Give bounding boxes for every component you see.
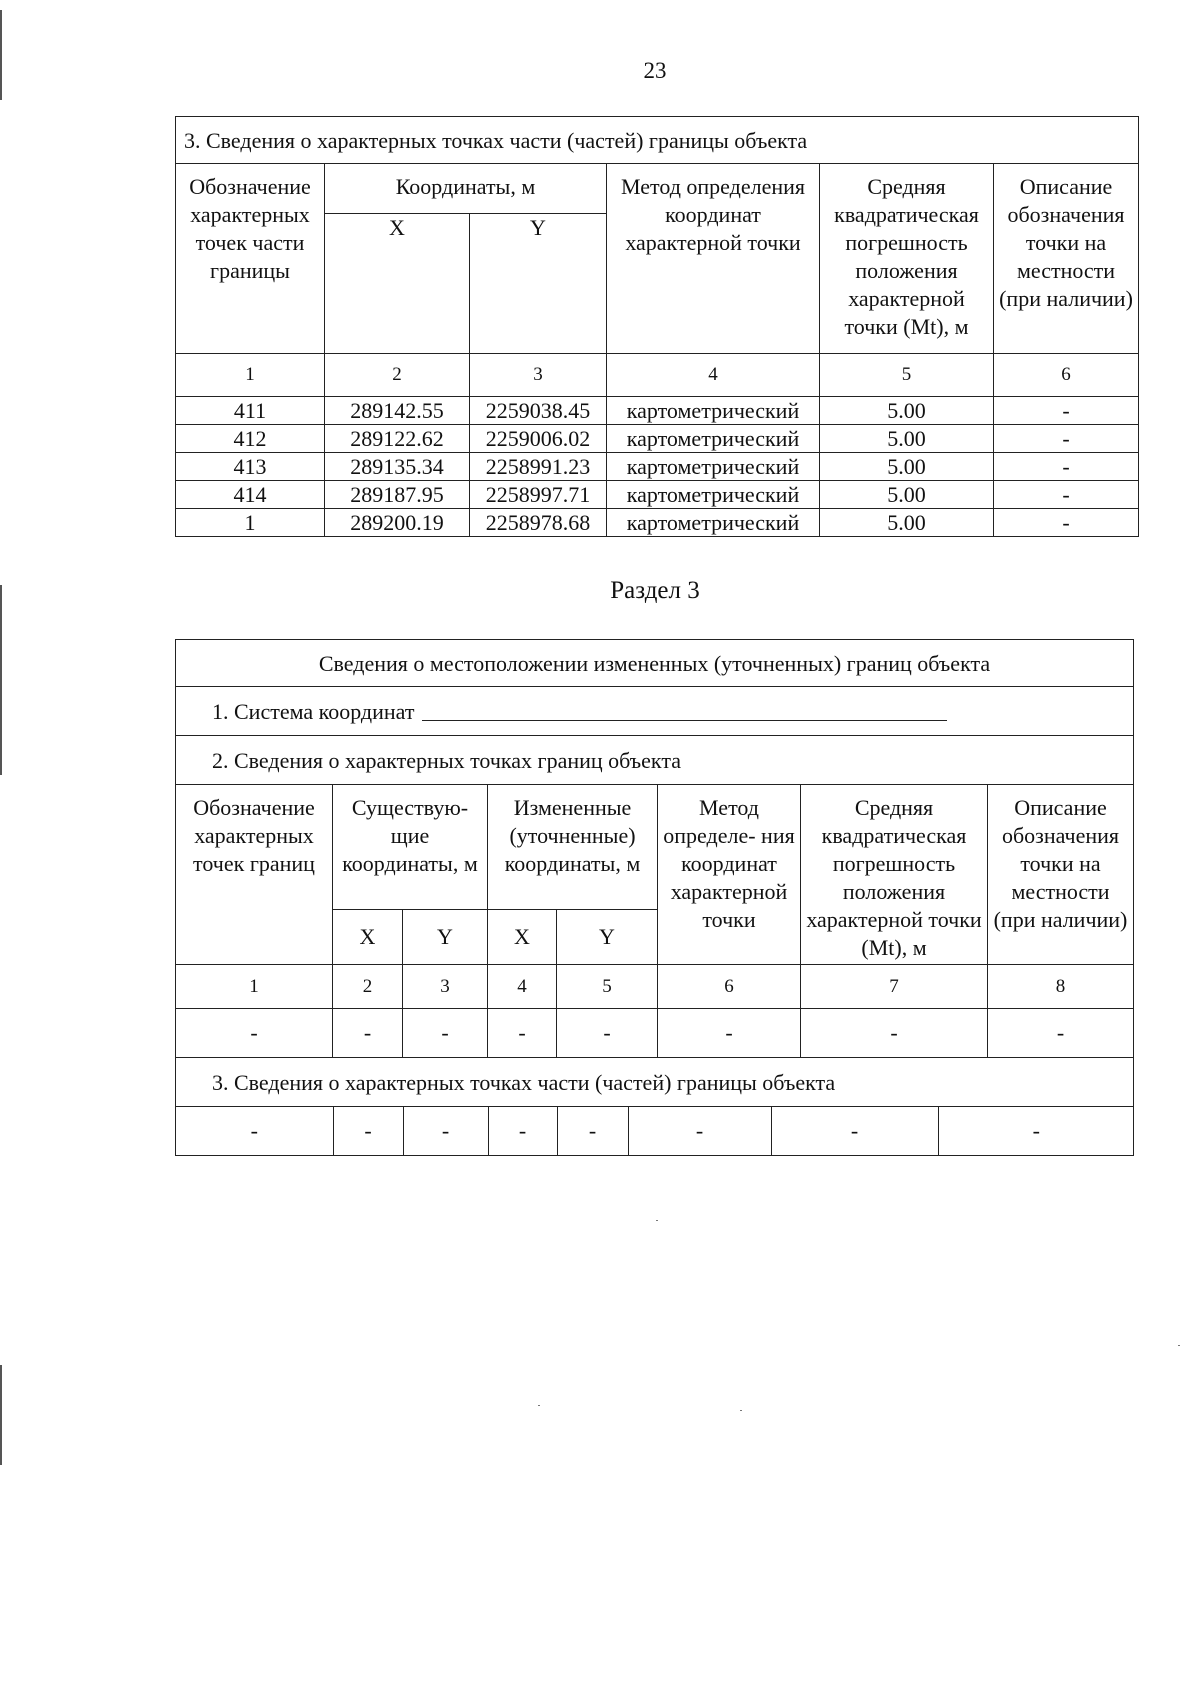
description: - [994,453,1139,481]
column-number: 3 [470,354,607,397]
description: - [994,425,1139,453]
column-number: 4 [488,965,557,1009]
coord-y: 2258991.23 [470,453,607,481]
empty-value: - [988,1009,1134,1058]
point-id: 1 [176,509,325,537]
empty-value: - [557,1107,628,1155]
column-number: 8 [988,965,1134,1009]
method: картометрический [607,397,820,425]
coord-x: 289142.55 [325,397,470,425]
empty-value: - [658,1009,801,1058]
table-row [176,453,1139,481]
empty-value: - [771,1107,938,1155]
coord-y: 2258978.68 [470,509,607,537]
parts-table [176,1107,1134,1155]
empty-value: - [628,1107,771,1155]
header-designation: Обозначение характерных точек части границы [176,164,325,354]
changed-boundaries-table [175,639,1134,1156]
description: - [994,397,1139,425]
column-number: 1 [176,965,333,1009]
point-id: 412 [176,425,325,453]
column-number: 4 [607,354,820,397]
method: картометрический [607,453,820,481]
page-number: 23 [643,58,667,83]
empty-value: - [333,1009,403,1058]
header-description: Описание обозначения точки на местности (при наличии) [988,785,1134,965]
header-accuracy: Средняя квадратическая погрешность положения характерной точки (Mt), м [801,785,988,965]
empty-value: - [403,1009,488,1058]
coord-x: 289187.95 [325,481,470,509]
empty-value: - [403,1107,488,1155]
empty-value: - [176,1107,333,1155]
table-row [176,397,1139,425]
section-title: Раздел 3 [610,577,700,604]
accuracy-mt: 5.00 [820,425,994,453]
header-method: Метод определе- ния координат характерной точки [658,785,801,965]
method: картометрический [607,481,820,509]
header-accuracy: Средняя квадратическая погрешность положения характерной точки (Mt), м [820,164,994,354]
column-number: 6 [994,354,1139,397]
table-row [176,509,1139,537]
scan-speck [656,1220,658,1221]
method: картометрический [607,425,820,453]
coord-y: 2259006.02 [470,425,607,453]
coord-x: 289122.62 [325,425,470,453]
scan-speck [538,1405,540,1406]
header-existing-coordinates: Существую- щие координаты, м [333,785,488,910]
scan-edge-line [0,1365,2,1465]
empty-value: - [938,1107,1134,1155]
accuracy-mt: 5.00 [820,453,994,481]
empty-value: - [176,1009,333,1058]
header-changed-x: X [488,910,557,965]
method: картометрический [607,509,820,537]
column-number: 1 [176,354,325,397]
scan-speck [740,1410,742,1411]
table-title: 3. Сведения о характерных точках части (частей) границы объекта [176,117,1139,164]
table-row [176,1009,1134,1058]
description: - [994,509,1139,537]
column-number: 3 [403,965,488,1009]
empty-value: - [488,1009,557,1058]
scan-speck [1178,1345,1180,1346]
point-id: 411 [176,397,325,425]
table-row [176,425,1139,453]
column-number: 6 [658,965,801,1009]
table-row [176,1107,1134,1155]
header-designation: Обозначение характерных точек границ [176,785,333,965]
coordinate-system-blank [422,700,947,721]
coordinate-system-label: 1. Система координат [212,699,415,724]
header-method: Метод определения координат характерной точки [607,164,820,354]
accuracy-mt: 5.00 [820,481,994,509]
table-caption: Сведения о местоположении измененных (уточненных) границ объекта [176,640,1134,687]
empty-value: - [801,1009,988,1058]
accuracy-mt: 5.00 [820,397,994,425]
scan-edge-line [0,10,2,100]
coordinate-system-row [176,687,1134,736]
coord-y: 2259038.45 [470,397,607,425]
part-boundary-points-table [175,116,1139,537]
header-existing-x: X [333,910,403,965]
coord-y: 2258997.71 [470,481,607,509]
header-existing-y: Y [403,910,488,965]
empty-value: - [333,1107,403,1155]
header-changed-y: Y [557,910,658,965]
point-id: 413 [176,453,325,481]
description: - [994,481,1139,509]
point-id: 414 [176,481,325,509]
coord-x: 289135.34 [325,453,470,481]
table-row [176,481,1139,509]
column-number: 2 [333,965,403,1009]
column-number: 7 [801,965,988,1009]
header-coordinates: Координаты, м [325,164,607,214]
header-description: Описание обозначения точки на местности (при наличии) [994,164,1139,354]
empty-value: - [557,1009,658,1058]
accuracy-mt: 5.00 [820,509,994,537]
column-number: 5 [820,354,994,397]
points-title: 2. Сведения о характерных точках границ объекта [176,736,1134,785]
header-changed-coordinates: Измененные (уточненные) координаты, м [488,785,658,910]
header-y: Y [470,214,607,354]
header-x: X [325,214,470,354]
scan-edge-line [0,585,2,775]
column-number: 2 [325,354,470,397]
coord-x: 289200.19 [325,509,470,537]
empty-value: - [488,1107,557,1155]
parts-title: 3. Сведения о характерных точках части (частей) границы объекта [176,1058,1134,1107]
column-number: 5 [557,965,658,1009]
